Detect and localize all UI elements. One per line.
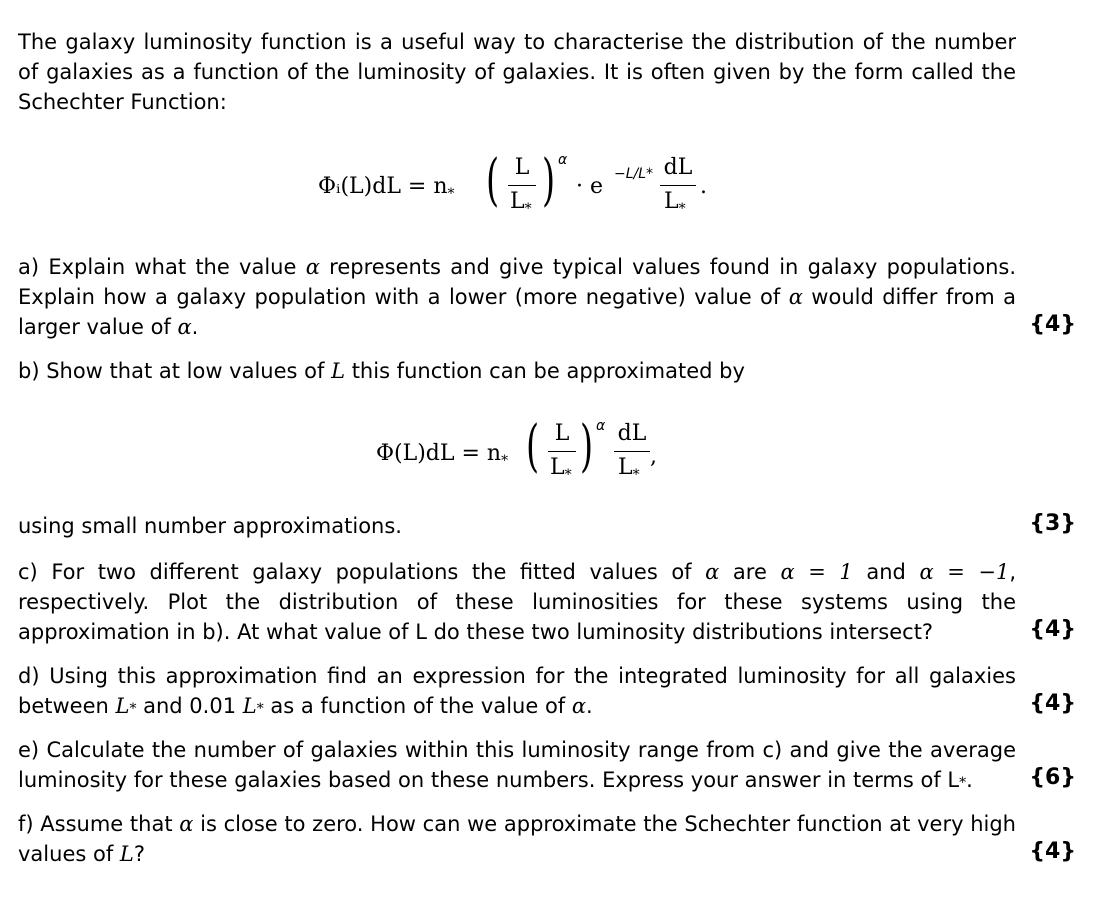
eq2-comma: , bbox=[650, 444, 657, 469]
eq1-exp: · e bbox=[576, 174, 604, 199]
eq1-fraction: L $L_*$ bbox=[508, 155, 536, 183]
eq1-e-exponent: −L/L* bbox=[614, 166, 654, 182]
eq2-close-paren: ) bbox=[580, 414, 594, 479]
intro-paragraph bbox=[18, 27, 1016, 117]
question-d: d) Using this approximation find an expression for the integrated luminosity for all galaxies between L* and 0.01 L* as a function of the value of α. bbox=[18, 664, 1016, 718]
eq1-period: . bbox=[700, 174, 707, 199]
eq2-fraction: L $L_*$ bbox=[548, 421, 576, 449]
marks-e: {6} bbox=[1029, 765, 1076, 790]
marks-f: {4} bbox=[1029, 839, 1076, 864]
eq1-lhs: Φᵢ(L)dL = $n_*$ bbox=[318, 174, 455, 202]
eq1-close-paren: ) bbox=[542, 148, 556, 213]
eq1-open-paren: ( bbox=[486, 148, 500, 213]
question-b-cont: using small number approximations. bbox=[18, 514, 402, 538]
eq2-open-paren: ( bbox=[526, 414, 540, 479]
eq2-lhs: $\Phi(L)dL = n_*$ bbox=[376, 441, 509, 469]
eq1-dl-fraction: dL $L_*$ bbox=[660, 155, 696, 183]
question-e: e) Calculate the number of galaxies within this luminosity range from c) and give the average luminosity for these galaxies based on these numbers. Express your answer in terms of L*. bbox=[18, 738, 1016, 792]
marks-a: {4} bbox=[1029, 312, 1076, 337]
marks-b: {3} bbox=[1029, 511, 1076, 536]
question-b: b) Show that at low values of L this function can be approximated by bbox=[18, 359, 745, 383]
intro-text: The galaxy luminosity function is a useful way to characterise the distribution of the number of galaxies as a function of the luminosity of galaxies. It is often given by the form called the Schechter Function: bbox=[18, 30, 1016, 114]
question-f: f) Assume that α is close to zero. How can we approximate the Schechter function at very high values of L? bbox=[18, 812, 1016, 866]
marks-c: {4} bbox=[1029, 617, 1076, 642]
question-c: c) For two different galaxy populations the fitted values of α are α = 1 and α = −1, respectively. Plot the distribution of these luminosities for these systems using the approximation in b). At what value of L do these two luminosity distributions intersect? bbox=[18, 560, 1017, 644]
marks-d: {4} bbox=[1029, 691, 1076, 716]
question-a: a) Explain what the value α represents and give typical values found in galaxy populations. Explain how a galaxy population with a lower (more negative) value of α would differ from a larger value of α. bbox=[18, 255, 1016, 339]
eq1-alpha-exponent: α bbox=[558, 152, 568, 168]
eq2-alpha-exponent: α bbox=[596, 418, 606, 434]
eq2-dl-fraction: dL $L_*$ bbox=[614, 421, 650, 449]
